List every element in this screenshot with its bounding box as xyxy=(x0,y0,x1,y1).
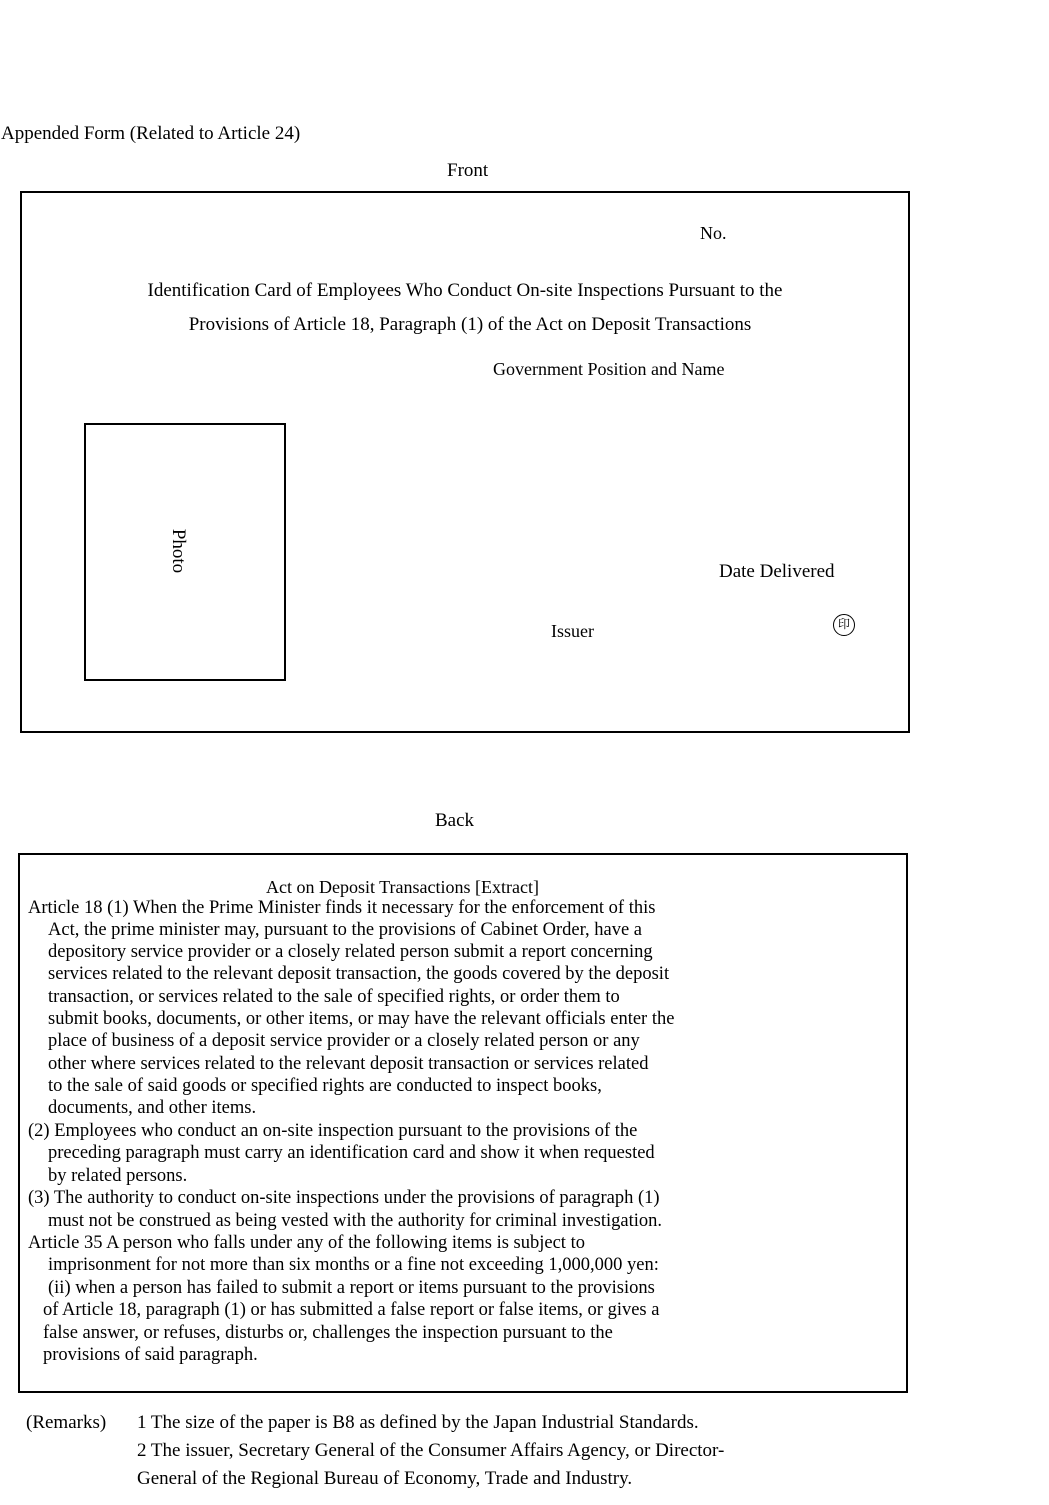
article-18-p1-line: depository service provider or a closely related person submit a report concerning xyxy=(48,942,653,962)
article-18-p1-line: other where services related to the relevant deposit transaction or services related xyxy=(48,1054,649,1074)
back-heading: Back xyxy=(435,810,475,831)
article-18-p1-line: to the sale of said goods or specified rights are conducted to inspect books, xyxy=(48,1076,602,1096)
remark-item-2-line2: General of the Regional Bureau of Economy, Trade and Industry. xyxy=(137,1468,633,1489)
remarks-label: (Remarks) xyxy=(26,1412,107,1433)
article-18-p1-line: submit books, documents, or other items, or may have the relevant officials enter the xyxy=(48,1009,675,1029)
article-18-p2-line: (2) Employees who conduct an on-site inspection pursuant to the provisions of the xyxy=(28,1121,638,1141)
card-title-line2: Provisions of Article 18, Paragraph (1) of the Act on Deposit Transactions xyxy=(188,314,752,335)
photo-box xyxy=(84,423,286,681)
article-18-p1-line: documents, and other items. xyxy=(48,1098,257,1118)
article-35-item-line: (ii) when a person has failed to submit a report or items pursuant to the provisions xyxy=(48,1278,655,1298)
article-18-p3-line: must not be construed as being vested with the authority for criminal investigation. xyxy=(48,1211,662,1231)
issuer-label: Issuer xyxy=(551,621,594,641)
article-35-item-line: of Article 18, paragraph (1) or has submitted a false report or false items, or gives a xyxy=(43,1300,660,1320)
article-18-p1-line: transaction, or services related to the sale of specified rights, or order them to xyxy=(48,987,620,1007)
article-35-line: Article 35 A person who falls under any of the following items is subject to xyxy=(28,1233,585,1253)
front-card xyxy=(20,191,910,733)
article-18-p1-line: services related to the relevant deposit transaction, the goods covered by the deposit xyxy=(48,964,670,984)
article-18-p1-line: place of business of a deposit service provider or a closely related person or any xyxy=(48,1031,640,1051)
article-35-item-line: false answer, or refuses, disturbs or, challenges the inspection pursuant to the xyxy=(43,1323,613,1343)
article-35-item-line: provisions of said paragraph. xyxy=(43,1345,258,1365)
front-heading: Front xyxy=(447,160,489,181)
article-18-p3-line: (3) The authority to conduct on-site inspections under the provisions of paragraph (1) xyxy=(28,1188,660,1208)
article-18-p2-line: by related persons. xyxy=(48,1166,188,1186)
remark-item-2-line1: 2 The issuer, Secretary General of the Consumer Affairs Agency, or Director- xyxy=(137,1440,725,1461)
form-title: Appended Form (Related to Article 24) xyxy=(1,123,301,144)
article-18-p2-line: preceding paragraph must carry an identification card and show it when requested xyxy=(48,1143,655,1163)
photo-label: Photo xyxy=(168,528,190,574)
card-title-line1: Identification Card of Employees Who Conduct On-site Inspections Pursuant to the xyxy=(147,280,783,301)
act-title: Act on Deposit Transactions [Extract] xyxy=(266,877,539,897)
article-18-p1-line: Act, the prime minister may, pursuant to the provisions of Cabinet Order, have a xyxy=(48,920,643,940)
back-card xyxy=(18,853,908,1393)
article-18-p1-line: Article 18 (1) When the Prime Minister finds it necessary for the enforcement of this xyxy=(28,898,656,918)
remark-item-1: 1 The size of the paper is B8 as defined by the Japan Industrial Standards. xyxy=(137,1412,699,1433)
seal-icon: 印 xyxy=(833,614,855,636)
date-delivered-label: Date Delivered xyxy=(719,561,835,582)
article-35-line: imprisonment for not more than six months or a fine not exceeding 1,000,000 yen: xyxy=(48,1255,659,1275)
number-label: No. xyxy=(700,223,727,243)
position-label: Government Position and Name xyxy=(493,359,725,379)
